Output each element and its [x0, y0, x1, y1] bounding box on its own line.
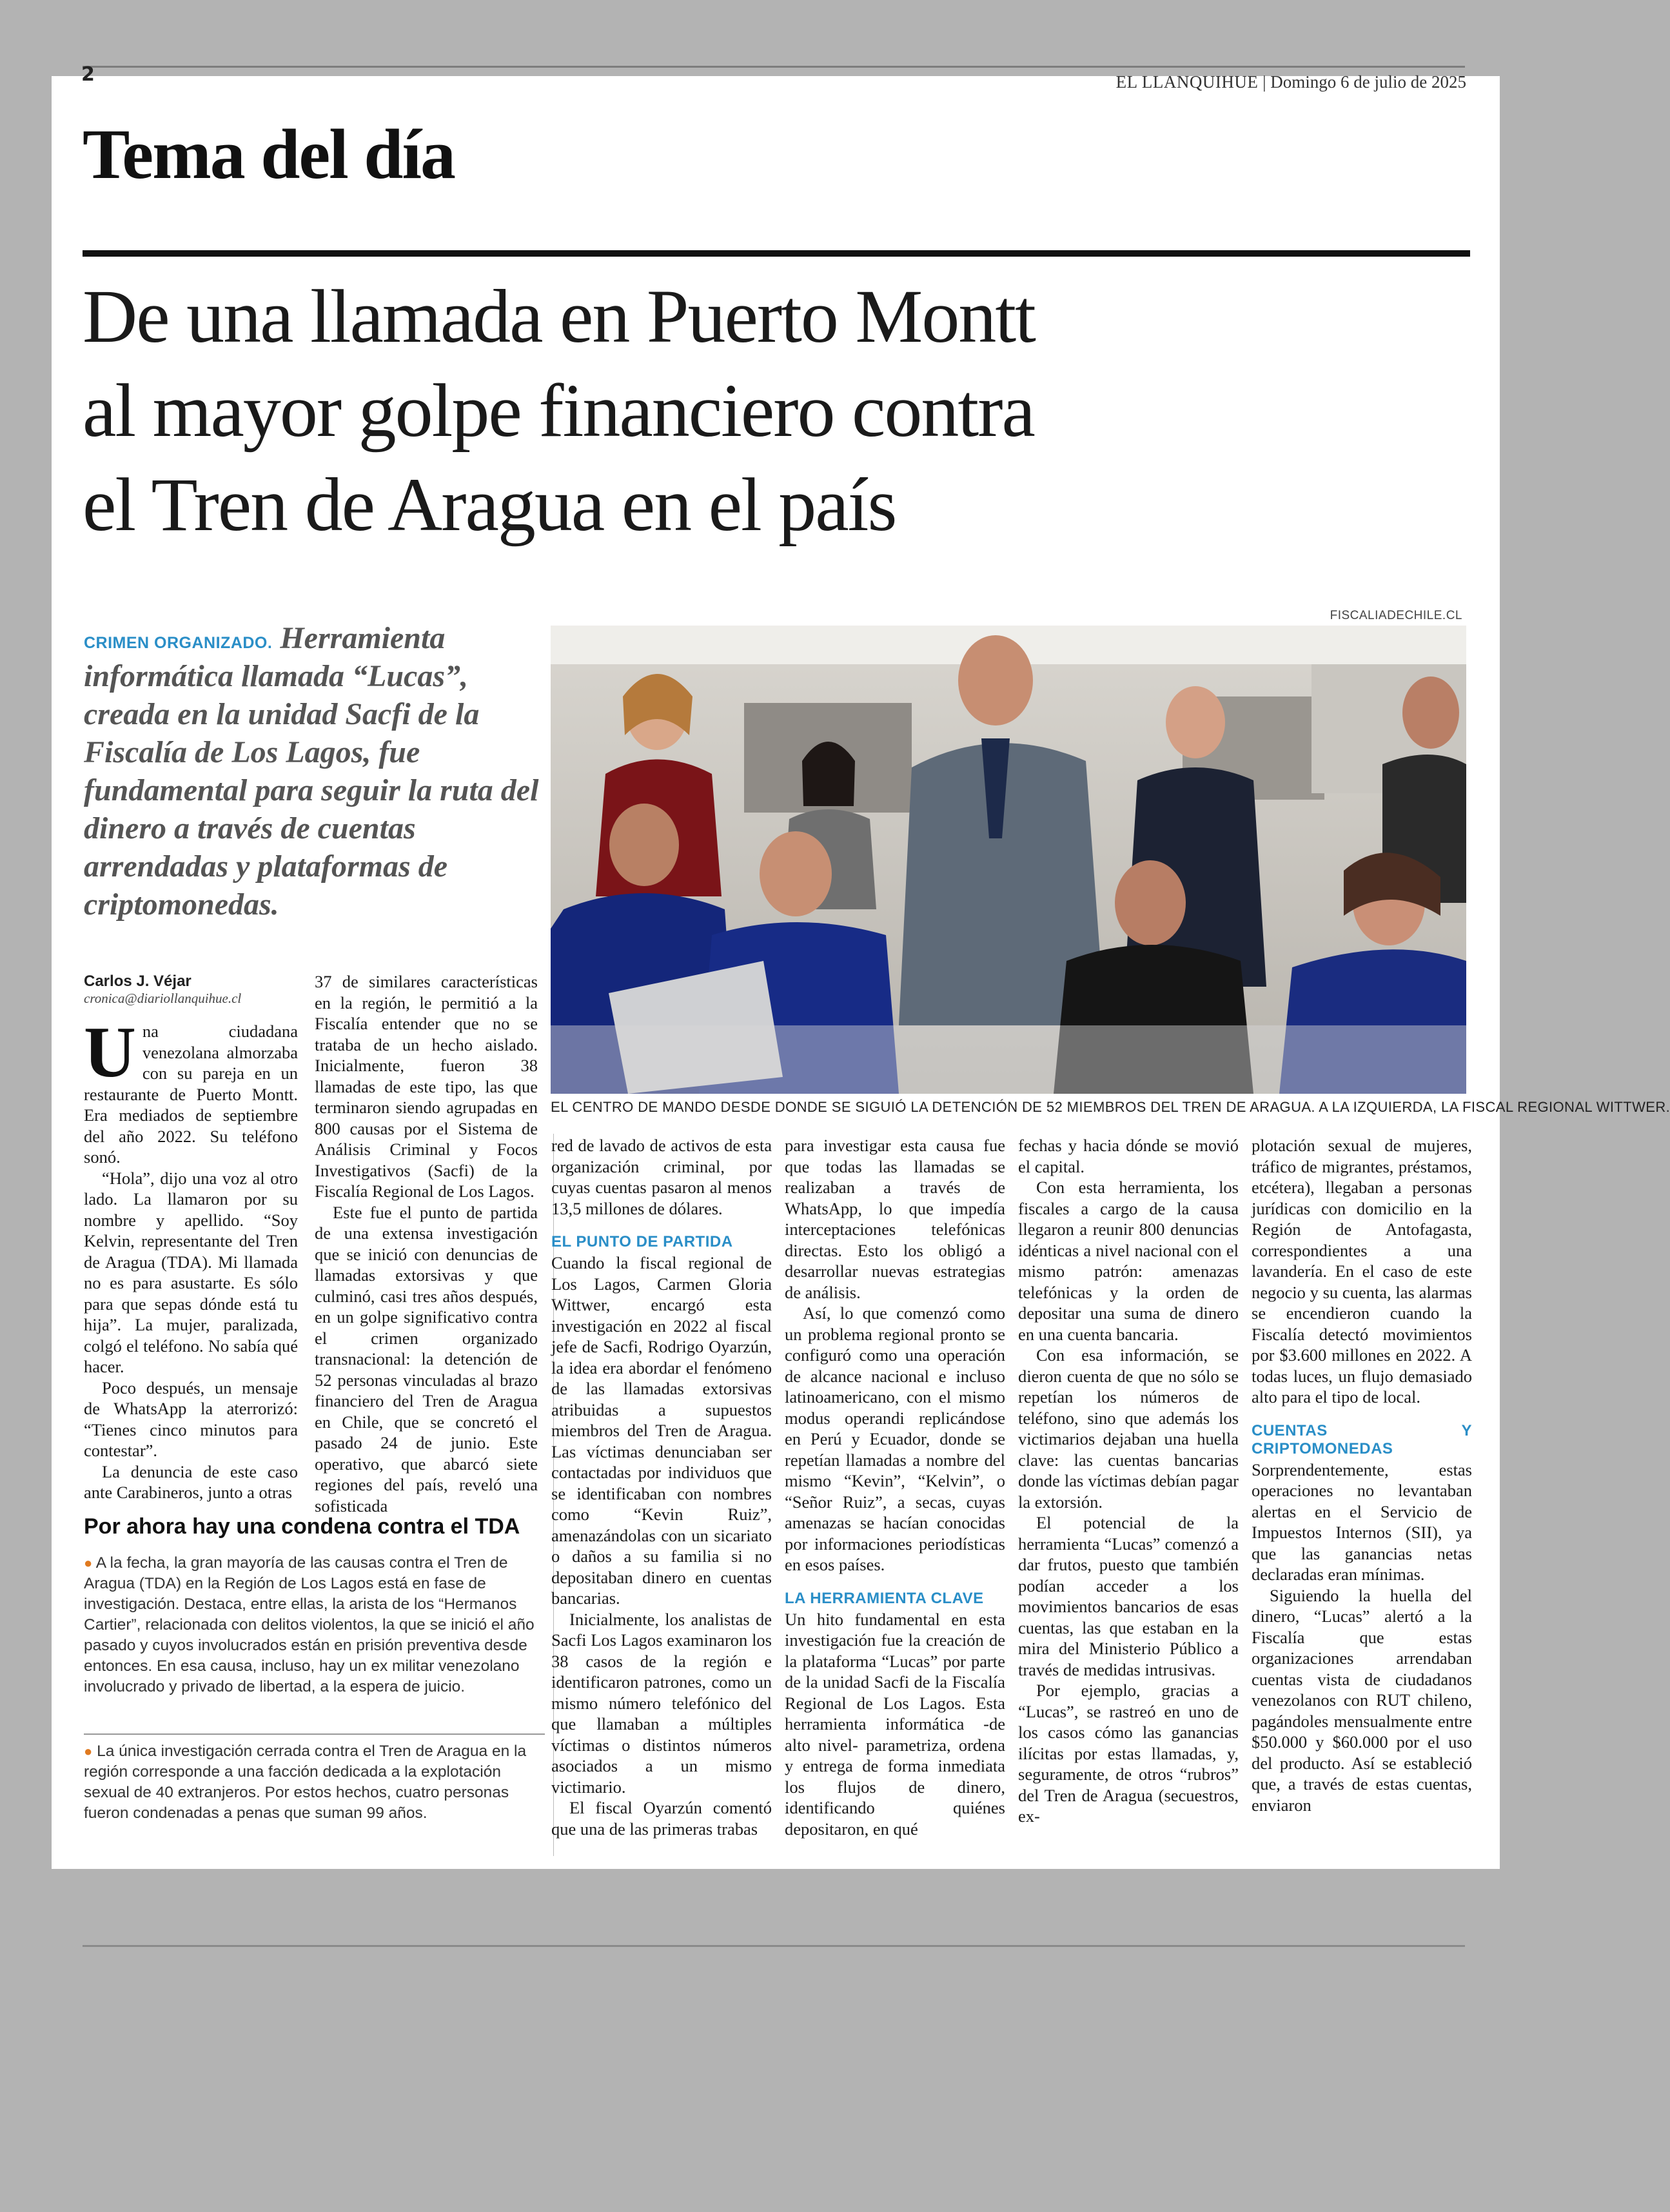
article-column-6 [1252, 1135, 1472, 1815]
top-divider [83, 66, 1465, 68]
bottom-divider [83, 1945, 1465, 1947]
article-paragraph: “Hola”, dijo una voz al otro lado. La llamaron por su nombre y apellido. “Soy Kelvin, representante del Tren de Aragua (TDA). Mi llamada no es para asustarte. Es sólo para que sepas dónde está tu hija”. La mujer, paralizada, colgó el teléfono. No sabía qué hacer. [84, 1168, 298, 1376]
kicker-tag: CRIMEN ORGANIZADO. [84, 634, 273, 652]
news-photo [551, 626, 1466, 1094]
article-paragraph: Este fue el punto de partida de una extensa investigación que se inició con denuncias de llamadas extorsivas y que culminó, casi tres años después, en un golpe significativo contra el crimen organizado transnacional: la detención de 52 personas vinculadas al brazo financiero del Tren de Aragua en Chile, que se concretó el pasado 24 de junio. Este operativo, que abarcó siete regiones del país, reveló una sofisticada [315, 1202, 538, 1516]
kicker [84, 619, 561, 923]
bullet-icon: ● [84, 1743, 93, 1759]
article-paragraph: red de lavado de activos de esta organización criminal, por cuyas cuentas pasaron al menos 13,5 millones de dólares. [551, 1136, 772, 1218]
headline-line-3: el Tren de Aragua en el país [83, 462, 896, 547]
article-paragraph: Cuando la fiscal regional de Los Lagos, Carmen Gloria Wittwer, encargó esta investigación en 2022 al fiscal jefe de Sacfi, Rodrigo Oyarzún, la idea era abordar el fenómeno de las llamadas extorsivas atribuidas a supuestos miembros del Tren de Aragua. Las víctimas denunciaban ser contactadas por individuos que se identificaban con nombres como “Kevin Ruiz”, amenazándolas con un sicariato o daños a su familia si no depositaban dinero en cuentas bancarias. [551, 1253, 772, 1608]
headline-line-2: al mayor golpe financiero contra [83, 368, 1034, 453]
kicker-text: Herramienta informática llamada “Lucas”, creada en la unidad Sacfi de la Fiscalía de Los Lagos, fue fundamental para seguir la ruta del dinero a través de cuentas arrendadas y plataformas de criptomonedas. [84, 621, 539, 922]
article-paragraph: Un hito fundamental en esta investigación fue la creación de la plataforma “Lucas” por parte de la unidad Sacfi de la Fiscalía Regional de Los Lagos. Esta herramienta informática -de alto nivel- parametriza, ordena y entrega de forma inmediata los flujos de dinero, identificando quiénes depositaron, en qué [785, 1609, 1005, 1839]
photo-illustration [551, 626, 1466, 1094]
article-paragraph: Una ciudadana venezolana almorzaba con su pareja en un restaurante de Puerto Montt. Era mediados de septiembre del año 2022. Su teléfono sonó. [84, 1012, 298, 1167]
article-paragraph: Por ejemplo, gracias a “Lucas”, se rastreó en uno de los casos cómo las ganancias ilícitas por estas llamadas, y, seguramente, de otros “rubros” del Tren de Aragua (secuestros, ex- [1018, 1681, 1239, 1826]
article-paragraph: para investigar esta causa fue que todas las llamadas se realizaban a través de WhatsApp, lo que impedía interceptaciones telefónicas directas. Esto los obligó a desarrollar nuevas estrategias de análisis. [785, 1136, 1005, 1302]
sidebar-item: ● La única investigación cerrada contra el Tren de Aragua en la región corresponde a una facción dedicada a la explotación sexual de 40 extranjeros. Por estos hechos, cuatro personas fueron condenadas a penas que suman 99 años. [84, 1743, 527, 1822]
article-paragraph: La denuncia de este caso ante Carabineros, junto a otras [84, 1461, 298, 1502]
article-column-1 [84, 973, 298, 1503]
subhead: LA HERRAMIENTA CLAVE [785, 1589, 984, 1607]
sidebar-item: ● A la fecha, la gran mayoría de las causas contra el Tren de Aragua (TDA) en la Región de Los Lagos está en fase de investigación. Destaca, entre ellas, la arista de los “Hermanos Cartier”, relacionada con delitos violentos, la que se inició el año pasado y cuyos involucrados están en prisión preventiva desde entonces. En esa causa, incluso, hay un ex militar venezolano involucrado y privado de libertad, a la espera de juicio. [84, 1554, 535, 1695]
subhead: CUENTAS Y CRIPTOMONEDAS [1252, 1421, 1472, 1457]
drop-cap: U [84, 1012, 136, 1092]
page-number: 2 [81, 63, 95, 86]
article-paragraph: 37 de similares características en la región, le permitió a la Fiscalía entender que no se trataba de un hecho aislado. Inicialmente, fueron 38 llamadas de este tipo, las que terminaron siendo agrupadas en 800 causas por el Sistema de Análisis Criminal y Focos Investigativos (Sacfi) de la Fiscalía Regional de Los Lagos. [315, 972, 538, 1201]
article-paragraph: Siguiendo la huella del dinero, “Lucas” alertó a la Fiscalía que estas organizaciones arrendaban cuentas vista de ciudadanos venezolanos con RUT chileno, pagándoles mensualmente entre $50.000 y $60.000 por el uso del producto. Así se estableció que, a través de estas cuentas, enviaron [1252, 1585, 1472, 1815]
publication-name: EL LLANQUIHUE [1115, 72, 1259, 92]
page-header-meta [1116, 72, 1466, 92]
article-paragraph: fechas y hacia dónde se movió el capital. [1018, 1136, 1239, 1176]
byline-email: cronica@diariollanquihue.cl [84, 991, 242, 1006]
article-paragraph: Con esta herramienta, los fiscales a cargo de la causa llegaron a reunir 800 denuncias idénticas a nivel nacional con el mismo patrón: amenazas telefónicas y la orden de depositar una suma de dinero en una cuenta bancaria. [1018, 1178, 1239, 1344]
article-paragraph: Con esa información, se dieron cuenta de que no sólo se repetían los números de teléfono, sino que además los victimarios dejaban una huella clave: las cuentas bancarias donde las víctimas debían pagar la extorsión. [1018, 1345, 1239, 1512]
article-paragraph: Inicialmente, los analistas de Sacfi Los Lagos examinaron los 38 casos de la región e identificaron patrones, como un mismo número telefónico del que llamaban a múltiples víctimas o distintos números asociados a un mismo victimario. [551, 1609, 772, 1797]
photo-caption: EL CENTRO DE MANDO DESDE DONDE SE SIGUIÓ LA DETENCIÓN DE 52 MIEMBROS DEL TREN DE ARAGUA. A LA IZQUIERDA, LA FISCAL REGIONAL WITTWER. [551, 1099, 1670, 1115]
newspaper-page [52, 63, 1670, 1869]
article-paragraph: Sorprendentemente, estas operaciones no levantaban alertas en el Servicio de Impuestos Internos (SII), ya que las ganancias netas declaradas eran mínimas. [1252, 1459, 1472, 1584]
bullet-icon: ● [84, 1555, 93, 1571]
article-column-4 [785, 1135, 1005, 1839]
sidebar-title: Por ahora hay una condena contra el TDA [84, 1514, 520, 1539]
article-paragraph: Poco después, un mensaje de WhatsApp la aterrorizó: “Tienes cinco minutos para contestar”. [84, 1378, 298, 1460]
photo-credit: FISCALIADECHILE.CL [1330, 609, 1462, 622]
headline-line-1: De una llamada en Puerto Montt [83, 274, 1035, 359]
article-column-2 [315, 971, 538, 1516]
issue-date: | Domingo 6 de julio de 2025 [1262, 72, 1466, 92]
byline-author: Carlos J. Véjar [84, 973, 192, 990]
article-column-5 [1018, 1135, 1239, 1827]
article-paragraph: El fiscal Oyarzún comentó que una de las primeras trabas [551, 1798, 772, 1839]
section-rule [83, 250, 1470, 257]
article-paragraph: plotación sexual de mujeres, tráfico de migrantes, préstamos, etcétera), llegaban a personas jurídicas con domicilio en la Región de Antofagasta, correspondientes a una lavandería. En el caso de este negocio y su cuenta, las alarmas se encendieron cuando la Fiscalía detectó movimientos por $3.600 millones en 2022. A todas luces, un flujo demasiado alto para el tipo de local. [1252, 1136, 1472, 1407]
sidebar-divider [84, 1733, 545, 1735]
article-column-3 [551, 1135, 772, 1839]
section-title: Tema del día [83, 115, 455, 193]
article-paragraph: Así, lo que comenzó como un problema regional pronto se configuró como una operación de alcance nacional e incluso latinoamericano, con el mismo modus operandi replicándose en Perú y Ecuador, donde se repetían llamadas a nombre del mismo “Kevin”, “Kelvin”, o “Señor Ruiz”, a secas, cuyas amenazas se hacían conocidas por informaciones periodísticas en esos países. [785, 1303, 1005, 1574]
article-paragraph: El potencial de la herramienta “Lucas” comenzó a dar frutos, puesto que también podían acceder a los movimientos bancarios de esas cuentas, las que estaban en la mira del Ministerio Público a través de medidas intrusivas. [1018, 1513, 1239, 1679]
headline [83, 270, 1469, 552]
subhead: EL PUNTO DE PARTIDA [551, 1233, 733, 1250]
